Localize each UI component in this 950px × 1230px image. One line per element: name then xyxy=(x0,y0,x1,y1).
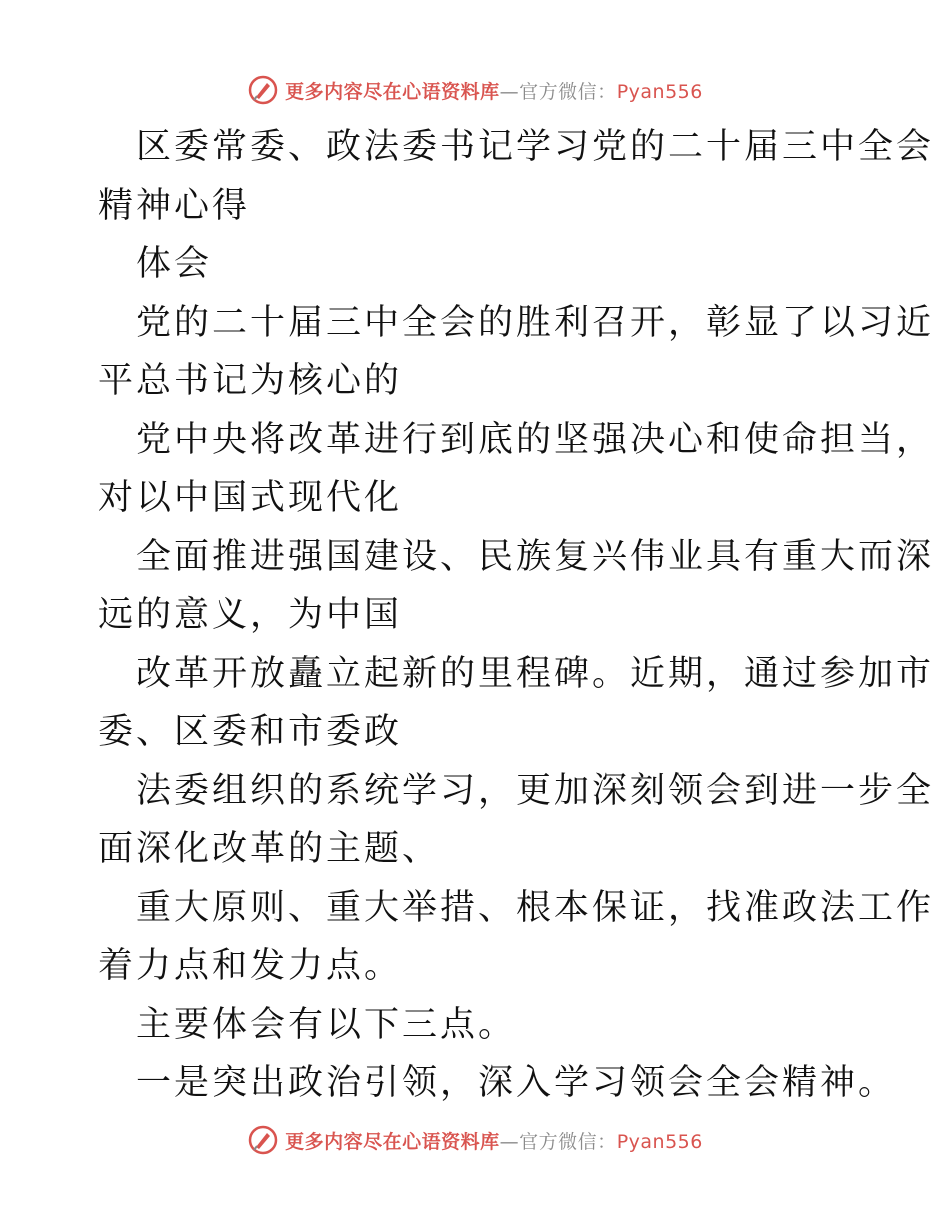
quill-logo-icon xyxy=(247,74,279,106)
watermark-wechat-id: Pyan556 xyxy=(616,80,703,103)
text-line: 精神心得 xyxy=(98,185,251,226)
quill-logo-icon xyxy=(247,1124,279,1156)
text-line: 面深化改革的主题、 xyxy=(98,829,441,869)
text-line: 重大原则、重大举措、根本保证，找准政法工作 xyxy=(136,887,935,928)
text-line: 对以中国式现代化 xyxy=(98,478,403,518)
watermark-brand: 更多内容尽在心语资料库 xyxy=(285,1130,500,1153)
text-line: 委、区委和市委政 xyxy=(98,712,403,752)
text-line: 远的意义，为中国 xyxy=(98,595,403,635)
text-line: 法委组织的系统学习，更加深刻领会到进一步全 xyxy=(136,770,935,811)
watermark-label: 官方微信： xyxy=(519,1130,617,1153)
text-line: 一是突出政治引领，深入学习领会全会精神。 xyxy=(136,1063,897,1103)
text-line: 党中央将改革进行到底的坚强决心和使命担当， xyxy=(136,419,935,460)
text-line: 主要体会有以下三点。 xyxy=(136,1004,517,1045)
text-line: 平总书记为核心的 xyxy=(98,361,403,401)
watermark-separator: — xyxy=(499,1130,520,1153)
text-line: 改革开放矗立起新的里程碑。近期，通过参加市 xyxy=(136,653,935,694)
text-line: 体会 xyxy=(136,244,213,284)
watermark-brand: 更多内容尽在心语资料库 xyxy=(285,80,500,103)
text-line: 全面推进强国建设、民族复兴伟业具有重大而深 xyxy=(136,536,935,577)
text-line: 区委常委、政法委书记学习党的二十届三中全会 xyxy=(136,127,935,167)
header-watermark xyxy=(0,72,950,108)
document-body xyxy=(98,118,935,1113)
text-line: 党的二十届三中全会的胜利召开，彰显了以习近 xyxy=(136,302,935,343)
text-line: 着力点和发力点。 xyxy=(98,946,403,986)
footer-watermark xyxy=(0,1122,950,1158)
watermark-wechat-id: Pyan556 xyxy=(616,1130,703,1153)
watermark-label: 官方微信： xyxy=(519,80,617,103)
watermark-separator: — xyxy=(499,80,520,103)
